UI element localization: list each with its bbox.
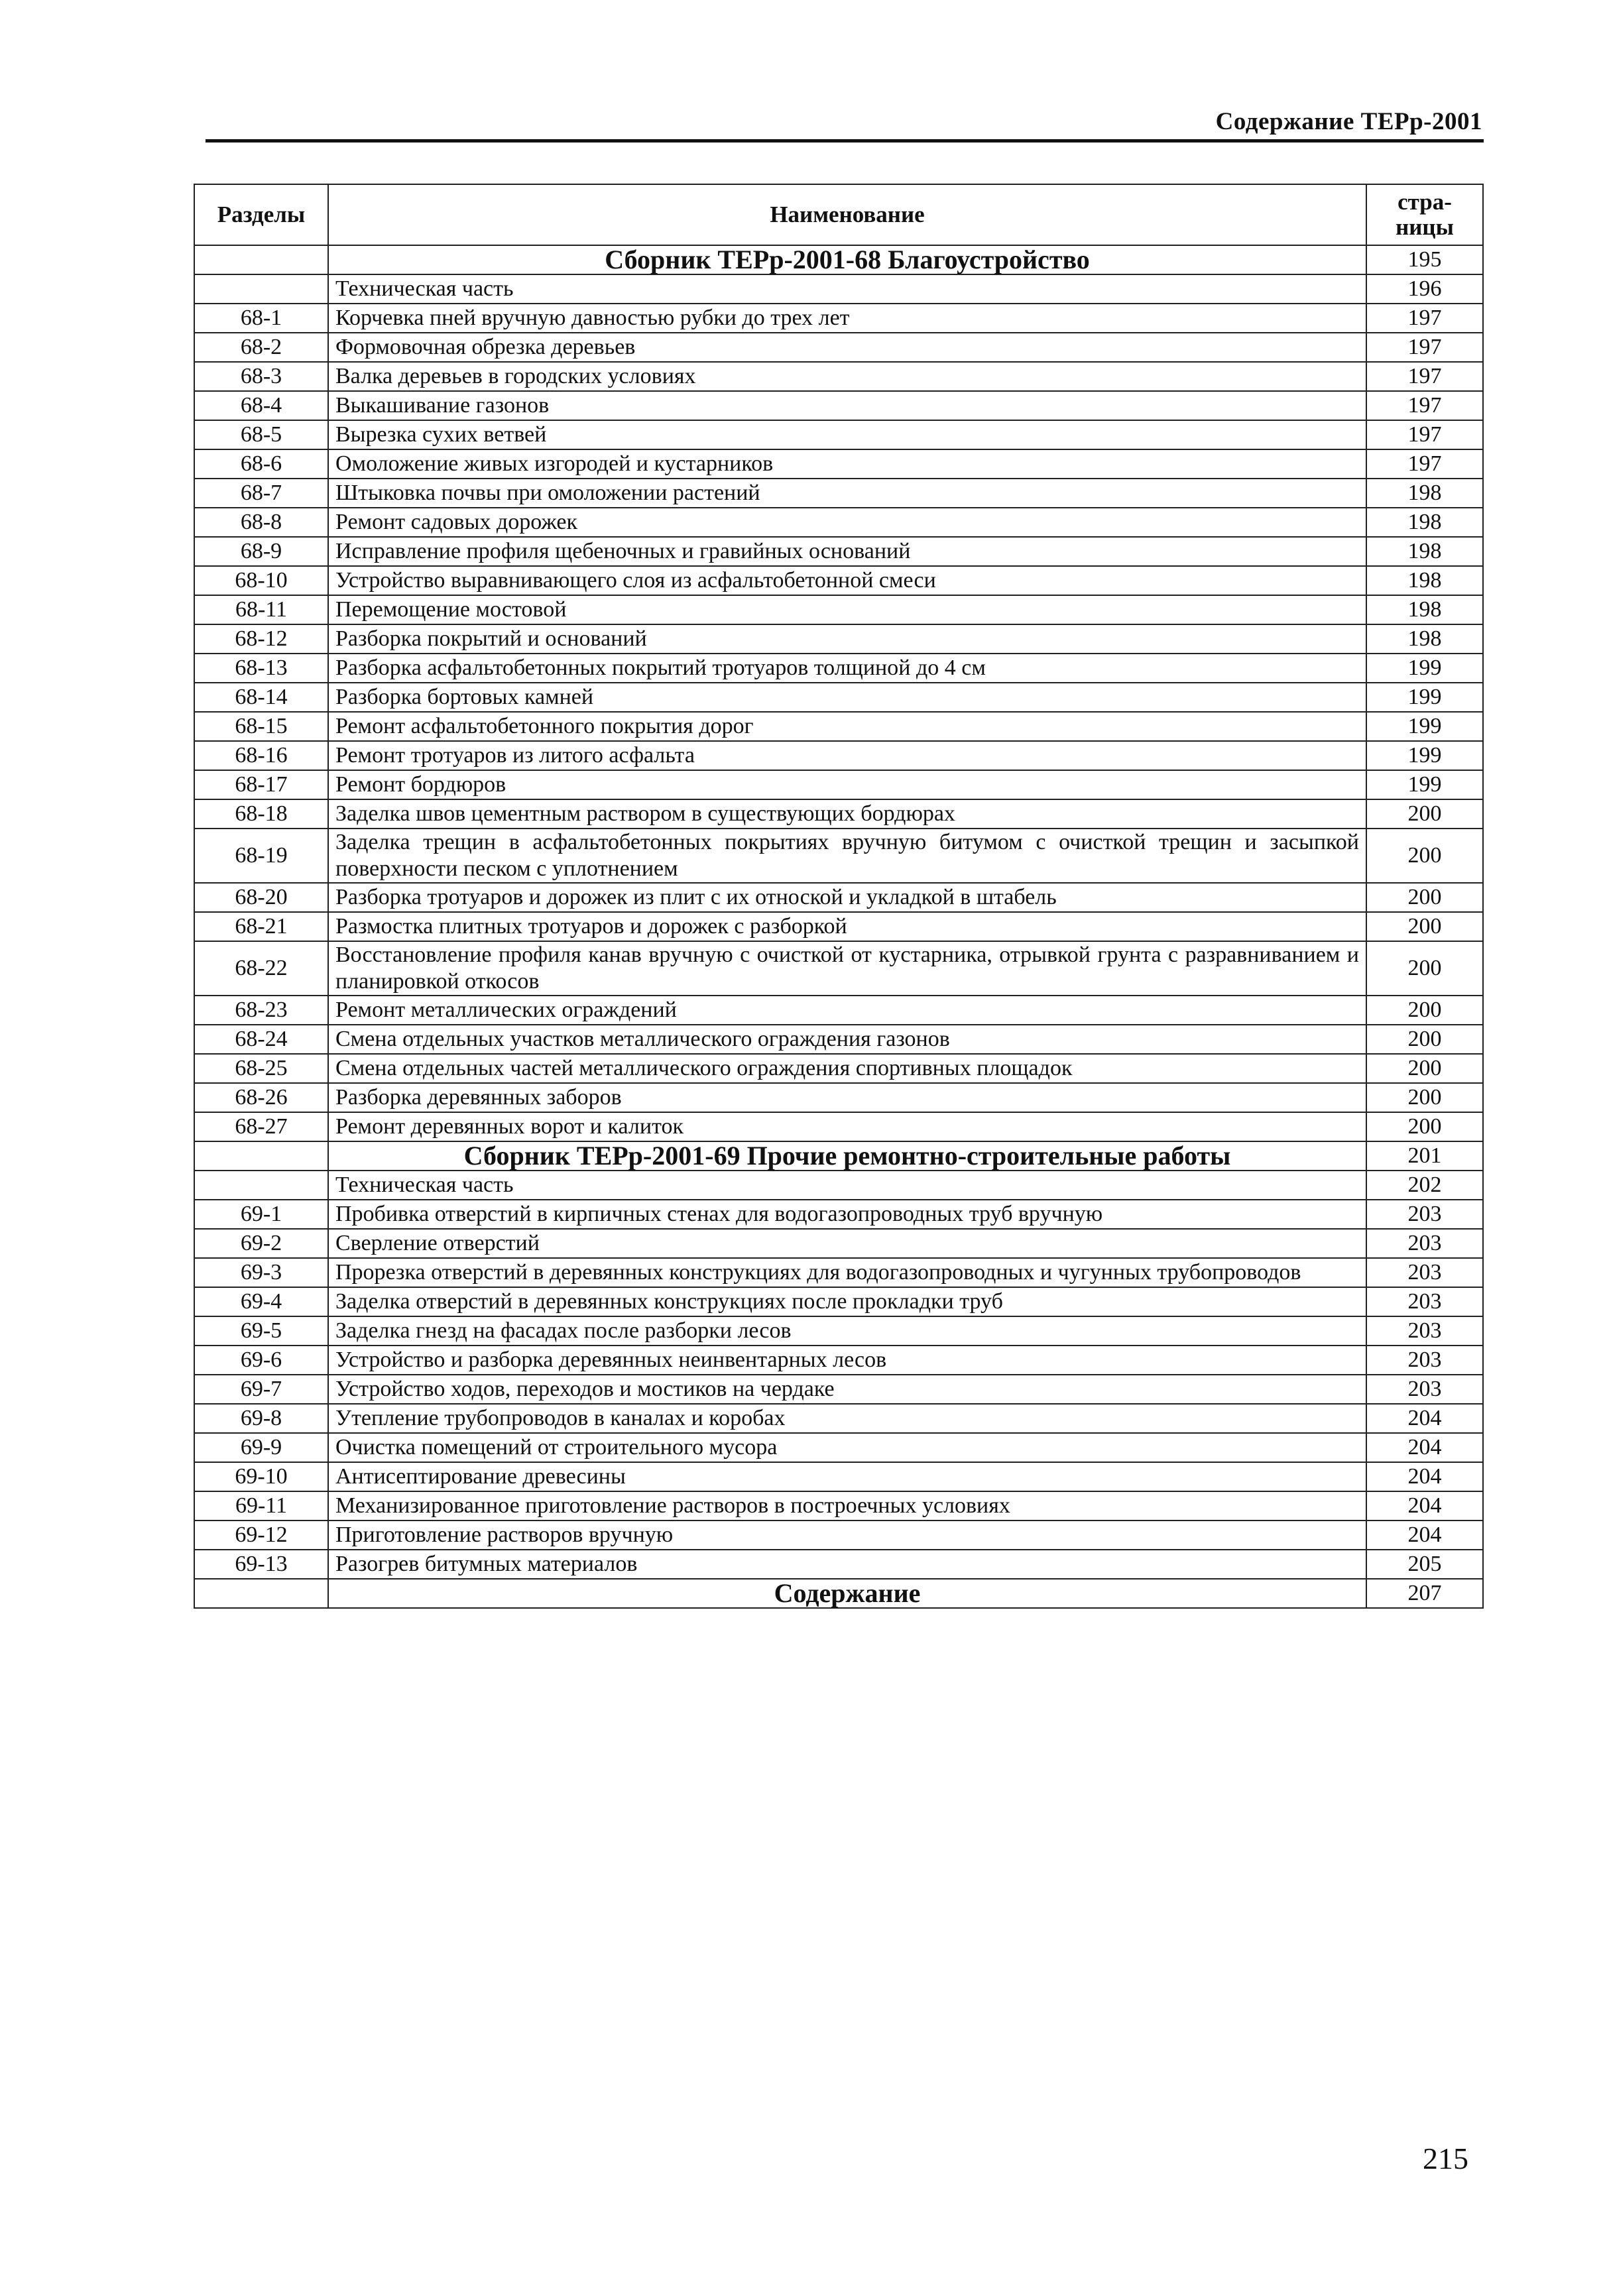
section-code: 68-18 [194,799,328,829]
table-row [194,391,1483,420]
page-ref: 204 [1366,1491,1483,1521]
table-row [194,1375,1483,1404]
section-name: Разборка покрытий и оснований [328,624,1366,654]
toc-body [194,245,1483,1608]
table-row [194,595,1483,624]
section-name: Устройство и разборка деревянных неинвентарных лесов [328,1346,1366,1375]
table-row [194,1404,1483,1433]
table-row [194,566,1483,595]
table-row [194,449,1483,479]
section-code: 68-15 [194,712,328,741]
table-row [194,1171,1483,1200]
page-ref: 203 [1366,1229,1483,1258]
section-name: Разборка деревянных заборов [328,1083,1366,1112]
page-ref: 207 [1366,1579,1483,1608]
section-code: 68-16 [194,741,328,770]
section-name: Заделка гнезд на фасадах после разборки лесов [328,1316,1366,1346]
section-name: Приготовление растворов вручную [328,1521,1366,1550]
column-header-name: Наименование [328,184,1366,245]
table-row [194,1200,1483,1229]
page-ref: 200 [1366,941,1483,996]
section-code [194,1171,328,1200]
page-ref: 197 [1366,304,1483,333]
section-code: 69-7 [194,1375,328,1404]
section-code [194,245,328,274]
section-name: Заделка трещин в асфальтобетонных покрытиях вручную битумом с очисткой трещин и засыпкой поверхности песком с уплотнением [328,829,1366,883]
section-name: Прорезка отверстий в деревянных конструкциях для водогазопроводных и чугунных трубопроводов [328,1258,1366,1287]
section-name: Валка деревьев в городских условиях [328,362,1366,391]
section-name: Разогрев битумных материалов [328,1550,1366,1579]
table-row [194,770,1483,799]
page-ref: 197 [1366,362,1483,391]
section-name: Штыковка почвы при омоложении растений [328,479,1366,508]
section-code: 69-11 [194,1491,328,1521]
section-code: 68-3 [194,362,328,391]
collection-row [194,1141,1483,1171]
section-code: 68-20 [194,883,328,912]
section-code: 68-13 [194,654,328,683]
section-name: Ремонт бордюров [328,770,1366,799]
section-name: Разборка бортовых камней [328,683,1366,712]
table-row [194,799,1483,829]
section-name: Утепление трубопроводов в каналах и коробах [328,1404,1366,1433]
page-ref: 198 [1366,508,1483,537]
section-code: 69-1 [194,1200,328,1229]
section-name: Устройство выравнивающего слоя из асфальтобетонной смеси [328,566,1366,595]
section-code: 68-11 [194,595,328,624]
section-name: Размостка плитных тротуаров и дорожек с разборкой [328,912,1366,941]
page-ref: 200 [1366,829,1483,883]
section-code: 69-8 [194,1404,328,1433]
section-code: 68-5 [194,420,328,449]
page-ref: 199 [1366,683,1483,712]
page-ref: 200 [1366,1054,1483,1083]
table-row [194,508,1483,537]
section-name: Разборка тротуаров и дорожек из плит с их отноской и укладкой в штабель [328,883,1366,912]
section-name: Устройство ходов, переходов и мостиков на чердаке [328,1375,1366,1404]
section-code: 68-17 [194,770,328,799]
section-code: 68-21 [194,912,328,941]
page-ref: 199 [1366,712,1483,741]
section-code: 68-14 [194,683,328,712]
section-code: 69-9 [194,1433,328,1462]
table-row [194,1083,1483,1112]
section-code: 68-6 [194,449,328,479]
page-ref: 198 [1366,624,1483,654]
section-name: Разборка асфальтобетонных покрытий тротуаров толщиной до 4 см [328,654,1366,683]
table-row [194,883,1483,912]
section-code: 68-25 [194,1054,328,1083]
page-ref: 197 [1366,333,1483,362]
page-ref: 204 [1366,1404,1483,1433]
page-ref: 197 [1366,391,1483,420]
section-name: Формовочная обрезка деревьев [328,333,1366,362]
section-name: Ремонт металлических ограждений [328,996,1366,1025]
section-name: Антисептирование древесины [328,1462,1366,1491]
section-name: Смена отдельных участков металлического ограждения газонов [328,1025,1366,1054]
table-row [194,1521,1483,1550]
table-header-row [194,184,1483,245]
section-name: Очистка помещений от строительного мусора [328,1433,1366,1462]
section-name: Пробивка отверстий в кирпичных стенах для водогазопроводных труб вручную [328,1200,1366,1229]
page-ref: 195 [1366,245,1483,274]
section-name: Сверление отверстий [328,1229,1366,1258]
page-ref: 204 [1366,1521,1483,1550]
table-row [194,996,1483,1025]
section-name: Техническая часть [328,274,1366,304]
section-code: 69-4 [194,1287,328,1316]
section-name: Заделка швов цементным раствором в существующих бордюрах [328,799,1366,829]
collection-row [194,245,1483,274]
table-row [194,274,1483,304]
page-ref: 198 [1366,537,1483,566]
page-ref: 203 [1366,1316,1483,1346]
section-code: 69-13 [194,1550,328,1579]
section-name: Омоложение живых изгородей и кустарников [328,449,1366,479]
table-row [194,1316,1483,1346]
section-code: 69-3 [194,1258,328,1287]
header-rule [206,139,1484,143]
table-row [194,1550,1483,1579]
section-name: Ремонт тротуаров из литого асфальта [328,741,1366,770]
table-row [194,333,1483,362]
section-name: Восстановление профиля канав вручную с очисткой от кустарника, отрывкой грунта с разравниванием и планировкой откосов [328,941,1366,996]
toc-table [194,184,1484,1609]
page-ref: 198 [1366,566,1483,595]
section-code: 68-4 [194,391,328,420]
page-number: 215 [1423,2142,1468,2175]
page-ref: 199 [1366,770,1483,799]
collection-title: Сборник ТЕРр-2001-68 Благоустройство [328,245,1366,274]
page-ref: 200 [1366,996,1483,1025]
section-name: Ремонт асфальтобетонного покрытия дорог [328,712,1366,741]
table-row [194,1025,1483,1054]
section-code: 68-7 [194,479,328,508]
section-code [194,274,328,304]
section-code: 68-26 [194,1083,328,1112]
section-name: Заделка отверстий в деревянных конструкциях после прокладки труб [328,1287,1366,1316]
table-row [194,941,1483,996]
page-ref: 200 [1366,1083,1483,1112]
section-code: 69-5 [194,1316,328,1346]
table-row [194,420,1483,449]
column-header-section: Разделы [194,184,328,245]
section-code: 68-27 [194,1112,328,1141]
section-code: 68-24 [194,1025,328,1054]
table-row [194,654,1483,683]
collection-row [194,1579,1483,1608]
table-row [194,1258,1483,1287]
page-ref: 203 [1366,1346,1483,1375]
section-code: 69-10 [194,1462,328,1491]
section-code: 68-12 [194,624,328,654]
page-ref: 200 [1366,799,1483,829]
section-code: 68-8 [194,508,328,537]
table-row [194,1287,1483,1316]
section-name: Исправление профиля щебеночных и гравийных оснований [328,537,1366,566]
section-code [194,1579,328,1608]
section-name: Ремонт деревянных ворот и калиток [328,1112,1366,1141]
page-ref: 205 [1366,1550,1483,1579]
page-ref: 197 [1366,420,1483,449]
table-row [194,683,1483,712]
section-code: 68-1 [194,304,328,333]
page-ref: 196 [1366,274,1483,304]
table-row [194,1462,1483,1491]
section-code: 68-23 [194,996,328,1025]
page-ref: 200 [1366,883,1483,912]
section-name: Выкашивание газонов [328,391,1366,420]
table-row [194,624,1483,654]
page-ref: 203 [1366,1375,1483,1404]
page-ref: 198 [1366,595,1483,624]
table-row [194,479,1483,508]
table-row [194,912,1483,941]
table-row [194,1229,1483,1258]
running-header: Содержание ТЕРр-2001 [1215,108,1482,135]
section-name: Корчевка пней вручную давностью рубки до трех лет [328,304,1366,333]
collection-title: Содержание [328,1579,1366,1608]
column-header-page: стра-ницы [1366,184,1483,245]
section-code: 68-2 [194,333,328,362]
table-row [194,741,1483,770]
section-code: 68-19 [194,829,328,883]
page-ref: 202 [1366,1171,1483,1200]
page-ref: 204 [1366,1433,1483,1462]
table-row [194,1346,1483,1375]
section-code: 69-6 [194,1346,328,1375]
table-row [194,304,1483,333]
page-ref: 203 [1366,1200,1483,1229]
section-name: Механизированное приготовление растворов в построечных условиях [328,1491,1366,1521]
table-row [194,712,1483,741]
section-code [194,1141,328,1171]
section-name: Смена отдельных частей металлического ограждения спортивных площадок [328,1054,1366,1083]
page-ref: 203 [1366,1287,1483,1316]
table-row [194,1491,1483,1521]
page-ref: 200 [1366,912,1483,941]
table-row [194,1054,1483,1083]
page-ref: 204 [1366,1462,1483,1491]
section-code: 69-2 [194,1229,328,1258]
page-ref: 199 [1366,741,1483,770]
table-row [194,1112,1483,1141]
page-ref: 198 [1366,479,1483,508]
page-ref: 200 [1366,1025,1483,1054]
section-code: 68-22 [194,941,328,996]
table-row [194,829,1483,883]
section-code: 69-12 [194,1521,328,1550]
page-ref: 197 [1366,449,1483,479]
collection-title: Сборник ТЕРр-2001-69 Прочие ремонтно-строительные работы [328,1141,1366,1171]
table-row [194,1433,1483,1462]
table-row [194,362,1483,391]
section-code: 68-10 [194,566,328,595]
section-name: Ремонт садовых дорожек [328,508,1366,537]
page-ref: 201 [1366,1141,1483,1171]
table-row [194,537,1483,566]
page-ref: 199 [1366,654,1483,683]
section-code: 68-9 [194,537,328,566]
section-name: Техническая часть [328,1171,1366,1200]
section-name: Вырезка сухих ветвей [328,420,1366,449]
page-ref: 203 [1366,1258,1483,1287]
section-name: Перемощение мостовой [328,595,1366,624]
page-ref: 200 [1366,1112,1483,1141]
